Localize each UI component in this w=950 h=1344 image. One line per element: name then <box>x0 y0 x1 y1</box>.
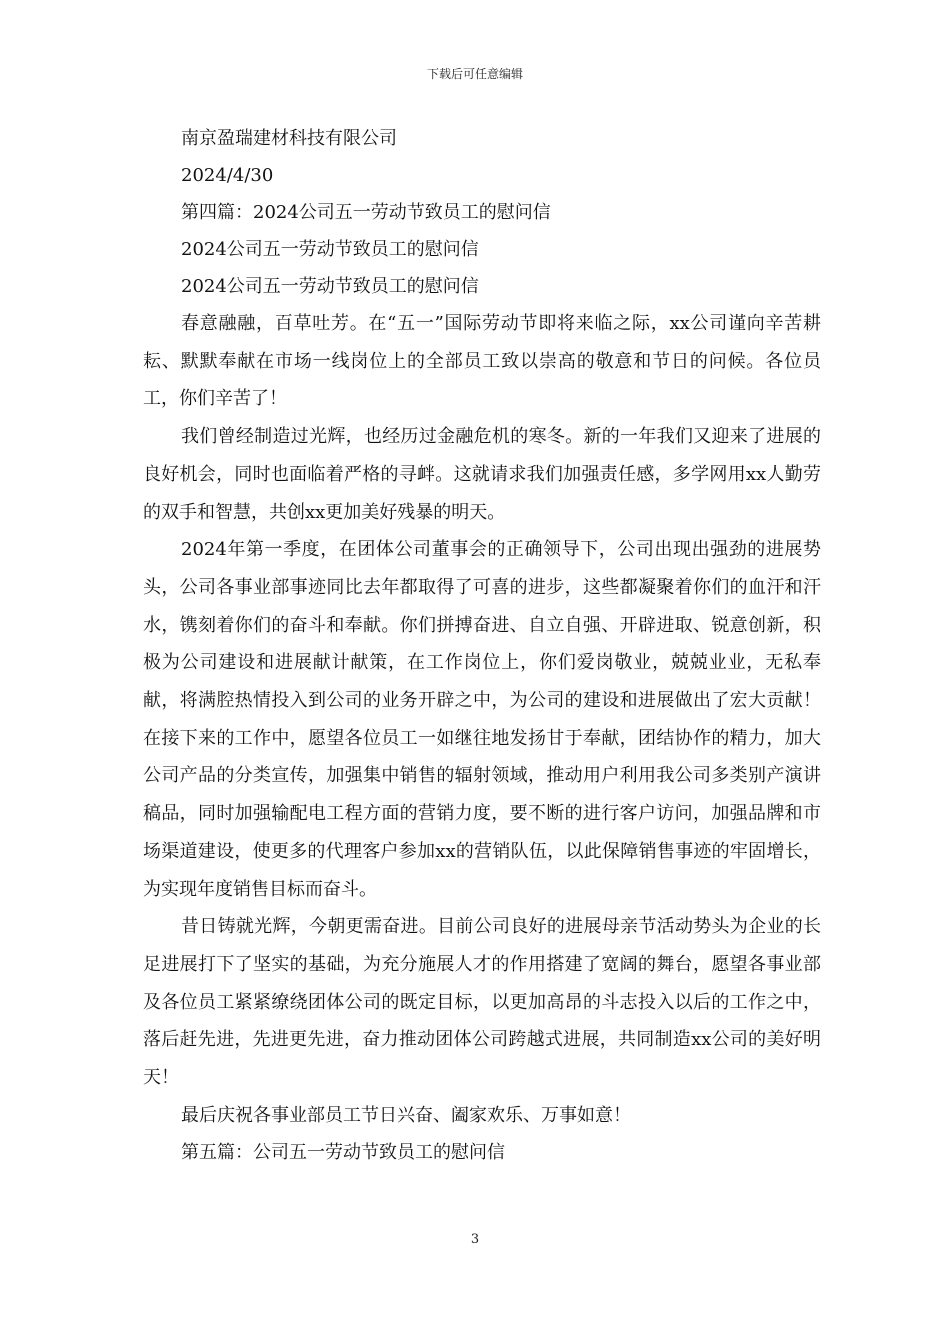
date-line: 2024/4/30 <box>181 165 274 186</box>
closing-wishes-line: 最后庆祝各事业部员工节日兴奋、阖家欢乐、万事如意！ <box>181 1104 631 1126</box>
paragraph-greeting: 春意融融，百草吐芳。在“五一”国际劳动节即将来临之际，xx公司谨向辛苦耕耘、默默奉献在市场一线岗位上的全部员工致以崇高的敬意和节日的问候。各位员工，你们辛苦了！ <box>143 313 821 410</box>
page-number: 3 <box>470 1232 480 1247</box>
paragraph-outlook: 昔日铸就光辉，今朝更需奋进。目前公司良好的进展母亲节活动势头为企业的长足进展打下了坚实的基础，为充分施展人才的作用搭建了宽阔的舞台，愿望各事业部及各位员工紧紧缭绕团体公司的既定目标，以更加高昂的斗志投入以后的工作之中，落后赶先进，先进更先进，奋力推动团体公司跨越式进展，共同制造xx公司的美好明天！ <box>143 916 821 1089</box>
section-heading-4: 第四篇：2024公司五一劳动节致员工的慰问信 <box>181 202 551 223</box>
paragraph-review: 我们曾经制造过光辉，也经历过金融危机的寒冬。新的一年我们又迎来了进展的良好机会，同时也面临着严格的寻衅。这就请求我们加强责任感，多学网用xx人勤劳的双手和智慧，共创xx更加美好残暴的明天。 <box>143 426 821 523</box>
page-header: 下载后可任意编辑 <box>426 67 523 81</box>
letter-title-line-repeat: 2024公司五一劳动节致员工的慰问信 <box>181 276 479 297</box>
document-body <box>143 120 821 1171</box>
company-name-line: 南京盈瑞建材科技有限公司 <box>181 128 397 149</box>
letter-title-line: 2024公司五一劳动节致员工的慰问信 <box>181 239 479 260</box>
section-heading-5: 第五篇：公司五一劳动节致员工的慰问信 <box>181 1141 505 1163</box>
paragraph-q1-performance: 2024年第一季度，在团体公司董事会的正确领导下，公司出现出强劲的进展势头，公司各事业部事迹同比去年都取得了可喜的进步，这些都凝聚着你们的血汗和汗水，镌刻着你们的奋斗和奉献。你们拼搏奋进、自立自强、开辟进取、锐意创新，积极为公司建设和进展献计献策，在工作岗位上，你们爱岗敬业，兢兢业业，无私奉献，将满腔热情投入到公司的业务开辟之中，为公司的建设和进展做出了宏大贡献！在接下来的工作中，愿望各位员工一如继往地发扬甘于奉献，团结协作的精力，加大公司产品的分类宣传，加强集中销售的辐射领域，推动用户利用我公司多类别产演讲稿品，同时加强输配电工程方面的营销力度，要不断的进行客户访问，加强品牌和市场渠道建设，使更多的代理客户参加xx的营销队伍，以此保障销售事迹的牢固增长，为实现年度销售目标而奋斗。 <box>143 539 821 900</box>
